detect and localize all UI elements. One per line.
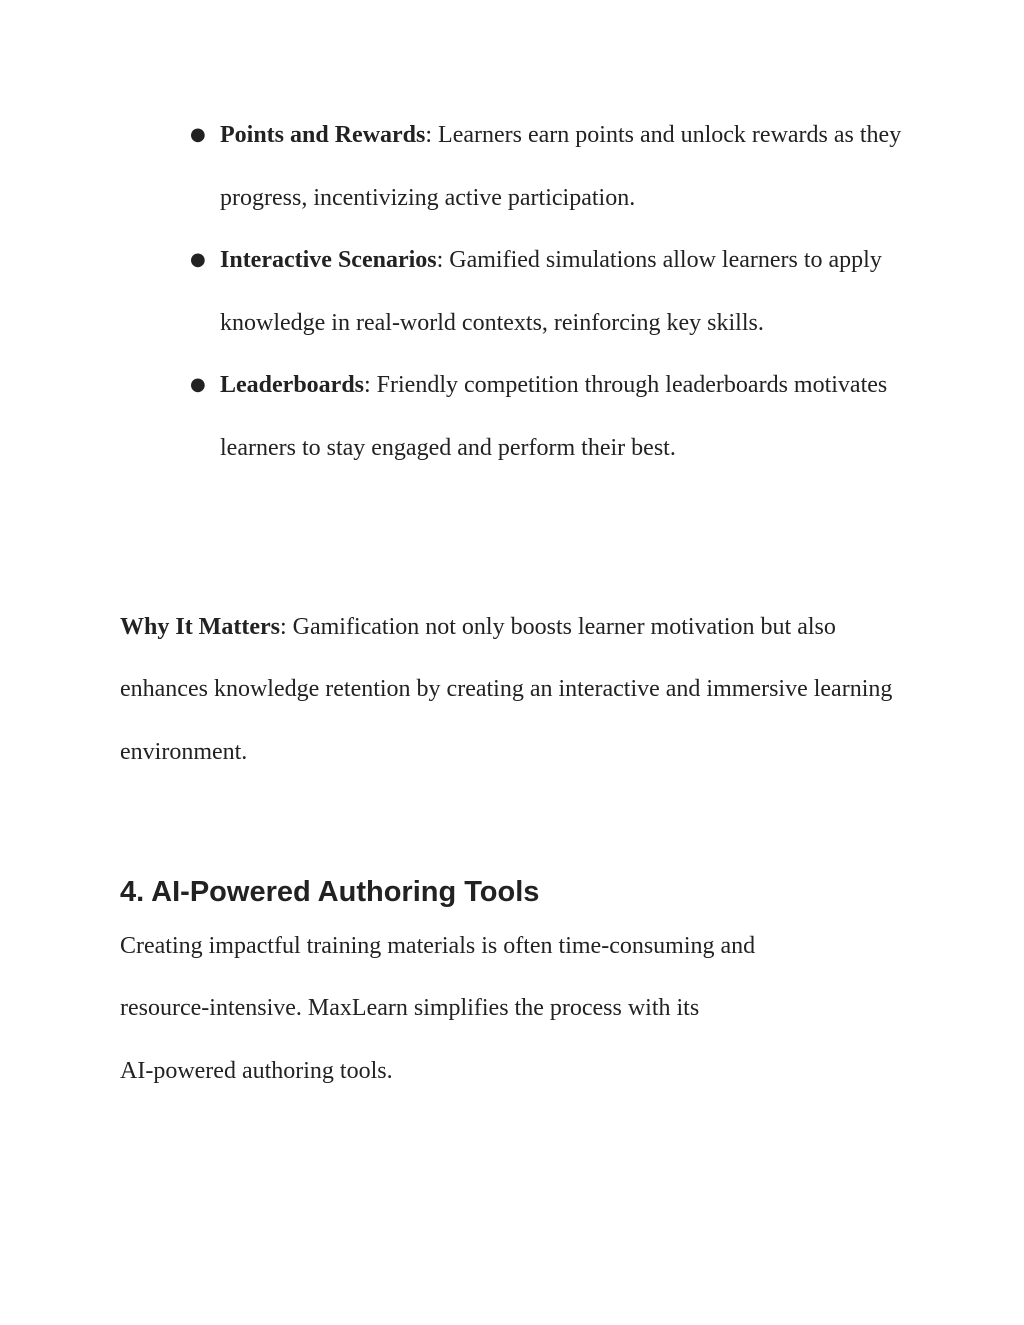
bullet-text: Gamified simulations allow learners to apply knowledge in real-world contexts, reinforcing key skills.	[220, 247, 882, 336]
why-it-matters-term: Why It Matters	[120, 614, 280, 640]
bullet-icon: ●	[190, 249, 206, 271]
bullet-icon: ●	[190, 124, 206, 145]
bullet-points-and-rewards	[190, 104, 910, 229]
section-intro-paragraph	[120, 915, 910, 1102]
section-intro-line-3: AI-powered authoring tools.	[120, 1057, 393, 1084]
why-it-matters-paragraph	[120, 596, 910, 783]
bullet-term: Interactive Scenarios	[220, 247, 437, 274]
why-it-matters-separator: :	[279, 614, 287, 640]
bullet-icon: ●	[190, 374, 206, 396]
section-intro-line-2: resource-intensive. MaxLearn simplifies the process with its	[120, 995, 700, 1022]
bullet-text: Friendly competition through leaderboards motivates learners to stay engaged and perform their best.	[220, 372, 888, 461]
bullet-separator: :	[364, 372, 371, 399]
bullet-interactive-scenarios	[190, 229, 910, 354]
bullet-separator: :	[425, 122, 433, 148]
bullet-term: Leaderboards	[220, 372, 364, 399]
why-it-matters-text: Gamification not only boosts learner motivation but also enhances knowledge retention by creating an interactive and immersive learning environment.	[120, 614, 893, 765]
bullet-leaderboards	[190, 354, 910, 479]
section-heading: 4. AI-Powered Authoring Tools	[120, 876, 540, 908]
bullet-text: Learners earn points and unlock rewards as they progress, incentivizing active participation.	[220, 122, 902, 211]
feature-bullet-list	[190, 104, 910, 480]
bullet-separator: :	[436, 247, 444, 274]
section-intro-line-1: Creating impactful training materials is often time-consuming and	[120, 933, 756, 959]
bullet-term: Points and Rewards	[220, 122, 426, 148]
